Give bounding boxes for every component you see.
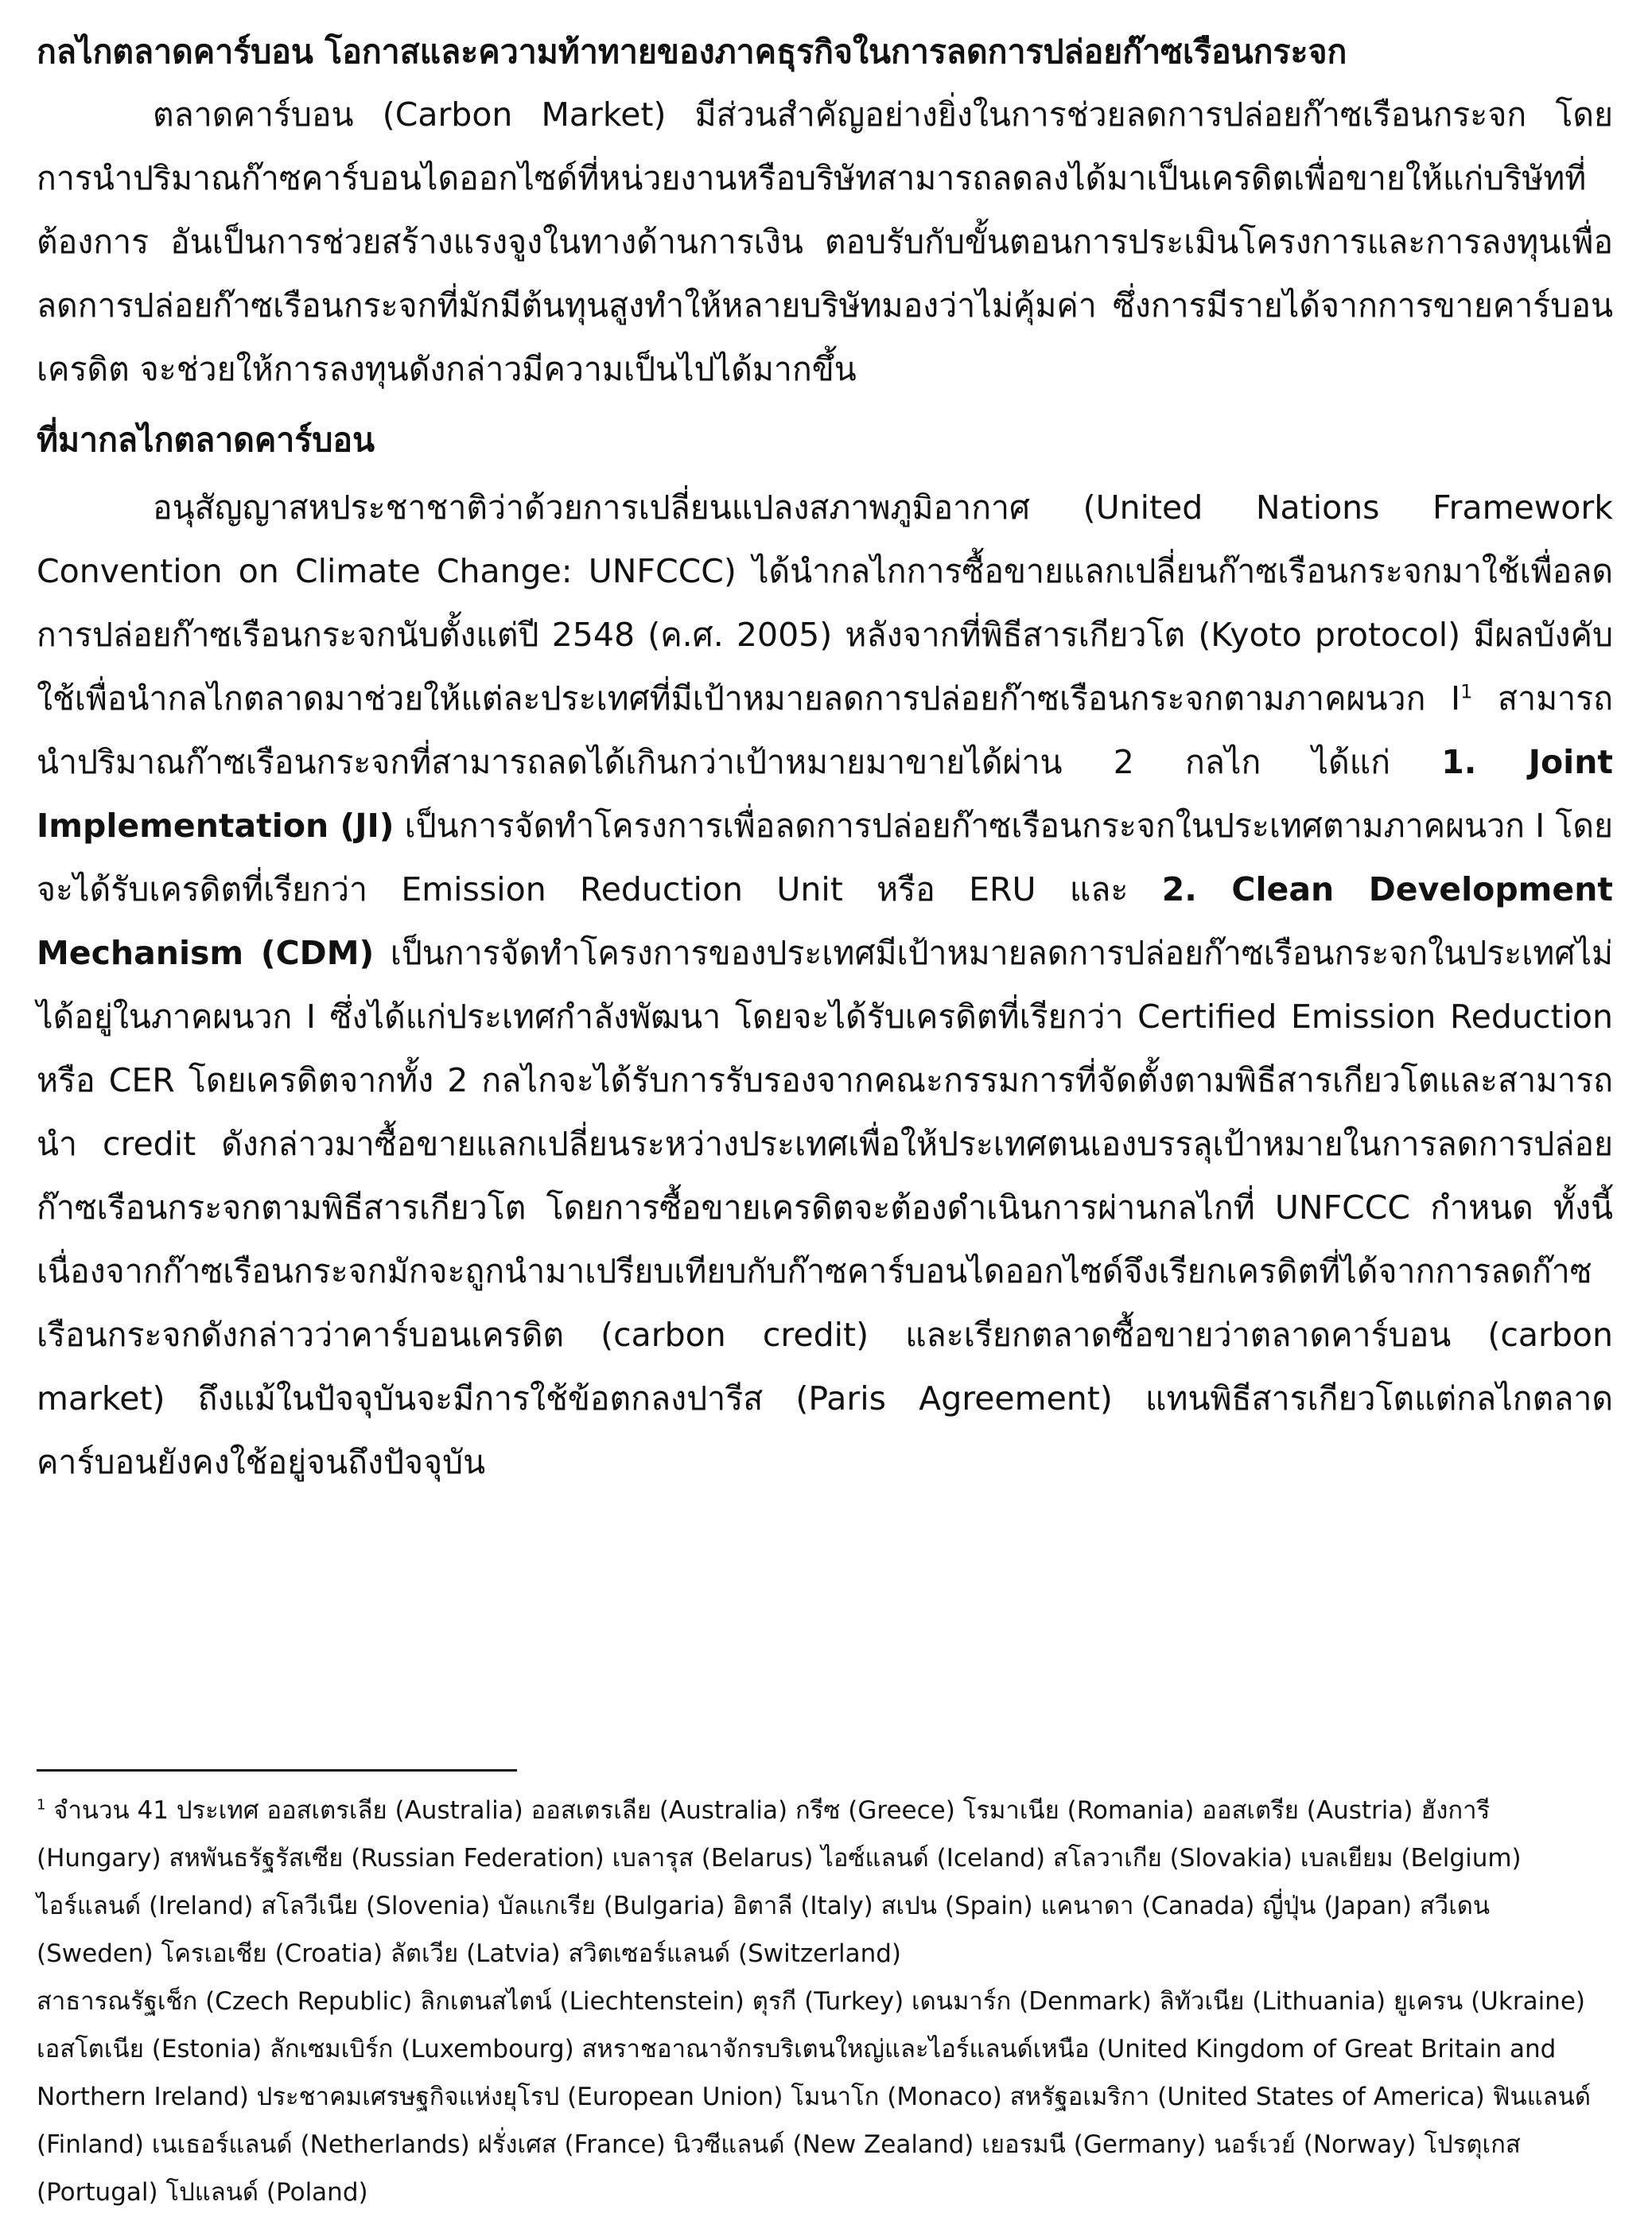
body-text-part2: สามารถนำปริมาณก๊าซเรือนกระจกที่สามารถลดได้เกินกว่าเป้าหมายมาขายได้ผ่าน 2 กลไก ได้แก่: [37, 679, 1613, 781]
footnote-divider: [37, 1769, 517, 1772]
mechanism-ji-label: 1. Joint Implementation (JI): [37, 743, 1613, 845]
footnote-marker: 1: [37, 1796, 46, 1814]
document-page: [37, 21, 1613, 1494]
body-paragraph: [37, 476, 1613, 1494]
footnote-section: [37, 1787, 1592, 2216]
body-text-part3: เป็นการจัดทำโครงการเพื่อลดการปล่อยก๊าซเรือนกระจกในประเทศตามภาคผนวก I โดยจะได้รับเครดิตที่เรียกว่า Emission Reduction Unit หรือ ERU และ: [37, 807, 1613, 908]
body-text-part4: เป็นการจัดทำโครงการของประเทศมีเป้าหมายลดการปล่อยก๊าซเรือนกระจกในประเทศไม่ได้อยู่ในภาคผนวก I ซึ่งได้แก่ประเทศกำลังพัฒนา โดยจะได้รับเครดิตที่เรียกว่า Certified Emission Reduction หรือ CER โดยเครดิตจากทั้ง 2 กลไกจะได้รับการรับรองจากคณะกรรมการที่จัดตั้งตามพิธีสารเกียวโตและสามารถนำ credit ดังกล่าวมาซื้อขายแลกเปลี่ยนระหว่างประเทศเพื่อให้ประเทศตนเองบรรลุเป้าหมายในการลดการปล่อยก๊าซเรือนกระจกตามพิธีสารเกียวโต โดยการซื้อขายเครดิตจะต้องดำเนินการผ่านกลไกที่ UNFCCC กำหนด ทั้งนี้เนื่องจากก๊าซเรือนกระจกมักจะถูกนำมาเปรียบเทียบกับก๊าซคาร์บอนไดออกไซด์จึงเรียกเครดิตที่ได้จากการลดก๊าซเรือนกระจกดังกล่าวว่าคาร์บอนเครดิต (carbon credit) และเรียกตลาดซื้อขายว่าตลาดคาร์บอน (carbon market) ถึงแม้ในปัจจุบันจะมีการใช้ข้อตกลงปารีส (Paris Agreement) แทนพิธีสารเกียวโตแต่กลไกตลาดคาร์บอนยังคงใช้อยู่จนถึงปัจจุบัน: [37, 934, 1613, 1481]
intro-paragraph: ตลาดคาร์บอน (Carbon Market) มีส่วนสำคัญอย่างยิ่งในการช่วยลดการปล่อยก๊าซเรือนกระจก โดยการนำปริมาณก๊าซคาร์บอนไดออกไซด์ที่หน่วยงานหรือบริษัทสามารถลดลงได้มาเป็นเครดิตเพื่อขายให้แก่บริษัทที่ต้องการ อันเป็นการช่วยสร้างแรงจูงในทางด้านการเงิน ตอบรับกับขั้นตอนการประเมินโครงการและการลงทุนเพื่อลดการปล่อยก๊าซเรือนกระจกที่มักมีต้นทุนสูงทำให้หลายบริษัทมองว่าไม่คุ้มค่า ซึ่งการมีรายได้จากการขายคาร์บอนเครดิต จะช่วยให้การลงทุนดังกล่าวมีความเป็นไปได้มากขึ้น: [37, 95, 1613, 388]
mechanism-cdm-label: 2. Clean Development Mechanism (CDM): [37, 870, 1613, 972]
footnote-reference[interactable]: 1: [1460, 680, 1473, 703]
section-heading: ที่มากลไกตลาดคาร์บอน: [37, 421, 375, 459]
footnote-line-1: จำนวน 41 ประเทศ ออสเตรเลีย (Australia) ออสเตรเลีย (Australia) กรีซ (Greece) โรมาเนีย (Romania) ออสเตรีย (Austria) ฮังการี (Hungary) สหพันธรัฐรัสเซีย (Russian Federation) เบลารุส (Belarus) ไอซ์แลนด์ (Iceland) สโลวาเกีย (Slovakia) เบลเยียม (Belgium) ไอร์แลนด์ (Ireland) สโลวีเนีย (Slovenia) บัลแกเรีย (Bulgaria) อิตาลี (Italy) สเปน (Spain) แคนาดา (Canada) ญี่ปุ่น (Japan) สวีเดน (Sweden) โครเอเชีย (Croatia) ลัตเวีย (Latvia) สวิตเซอร์แลนด์ (Switzerland): [37, 1796, 1522, 1968]
body-text-part1: อนุสัญญาสหประชาชาติว่าด้วยการเปลี่ยนแปลงสภาพภูมิอากาศ (United Nations Framework Convention on Climate Change: UNFCCC) ได้นำกลไกการซื้อขายแลกเปลี่ยนก๊าซเรือนกระจกมาใช้เพื่อลดการปล่อยก๊าซเรือนกระจกนับตั้งแต่ปี 2548 (ค.ศ. 2005) หลังจากที่พิธีสารเกียวโต (Kyoto protocol) มีผลบังคับใช้เพื่อนำกลไกตลาดมาช่วยให้แต่ละประเทศที่มีเป้าหมายลดการปล่อยก๊าซเรือนกระจกตามภาคผนวก I: [37, 488, 1613, 718]
footnote-text-1: [37, 1787, 1592, 1978]
footnote-text-2: สาธารณรัฐเช็ก (Czech Republic) ลิกเตนสไตน์ (Liechtenstein) ตุรกี (Turkey) เดนมาร์ก (Denmark) ลิทัวเนีย (Lithuania) ยูเครน (Ukraine) เอสโตเนีย (Estonia) ลักเซมเบิร์ก (Luxembourg) สหราชอาณาจักรบริเตนใหญ่และไอร์แลนด์เหนือ (United Kingdom of Great Britain and Northern Ireland) ประชาคมเศรษฐกิจแห่งยุโรป (European Union) โมนาโก (Monaco) สหรัฐอเมริกา (United States of America) ฟินแลนด์ (Finland) เนเธอร์แลนด์ (Netherlands) ฝรั่งเศส (France) นิวซีแลนด์ (New Zealand) เยอรมนี (Germany) นอร์เวย์ (Norway) โปรตุเกส (Portugal) โปแลนด์ (Poland): [37, 1987, 1591, 2207]
document-title: กลไกตลาดคาร์บอน โอกาสและความท้าทายของภาคธุรกิจในการลดการปล่อยก๊าซเรือนกระจก: [37, 33, 1347, 71]
